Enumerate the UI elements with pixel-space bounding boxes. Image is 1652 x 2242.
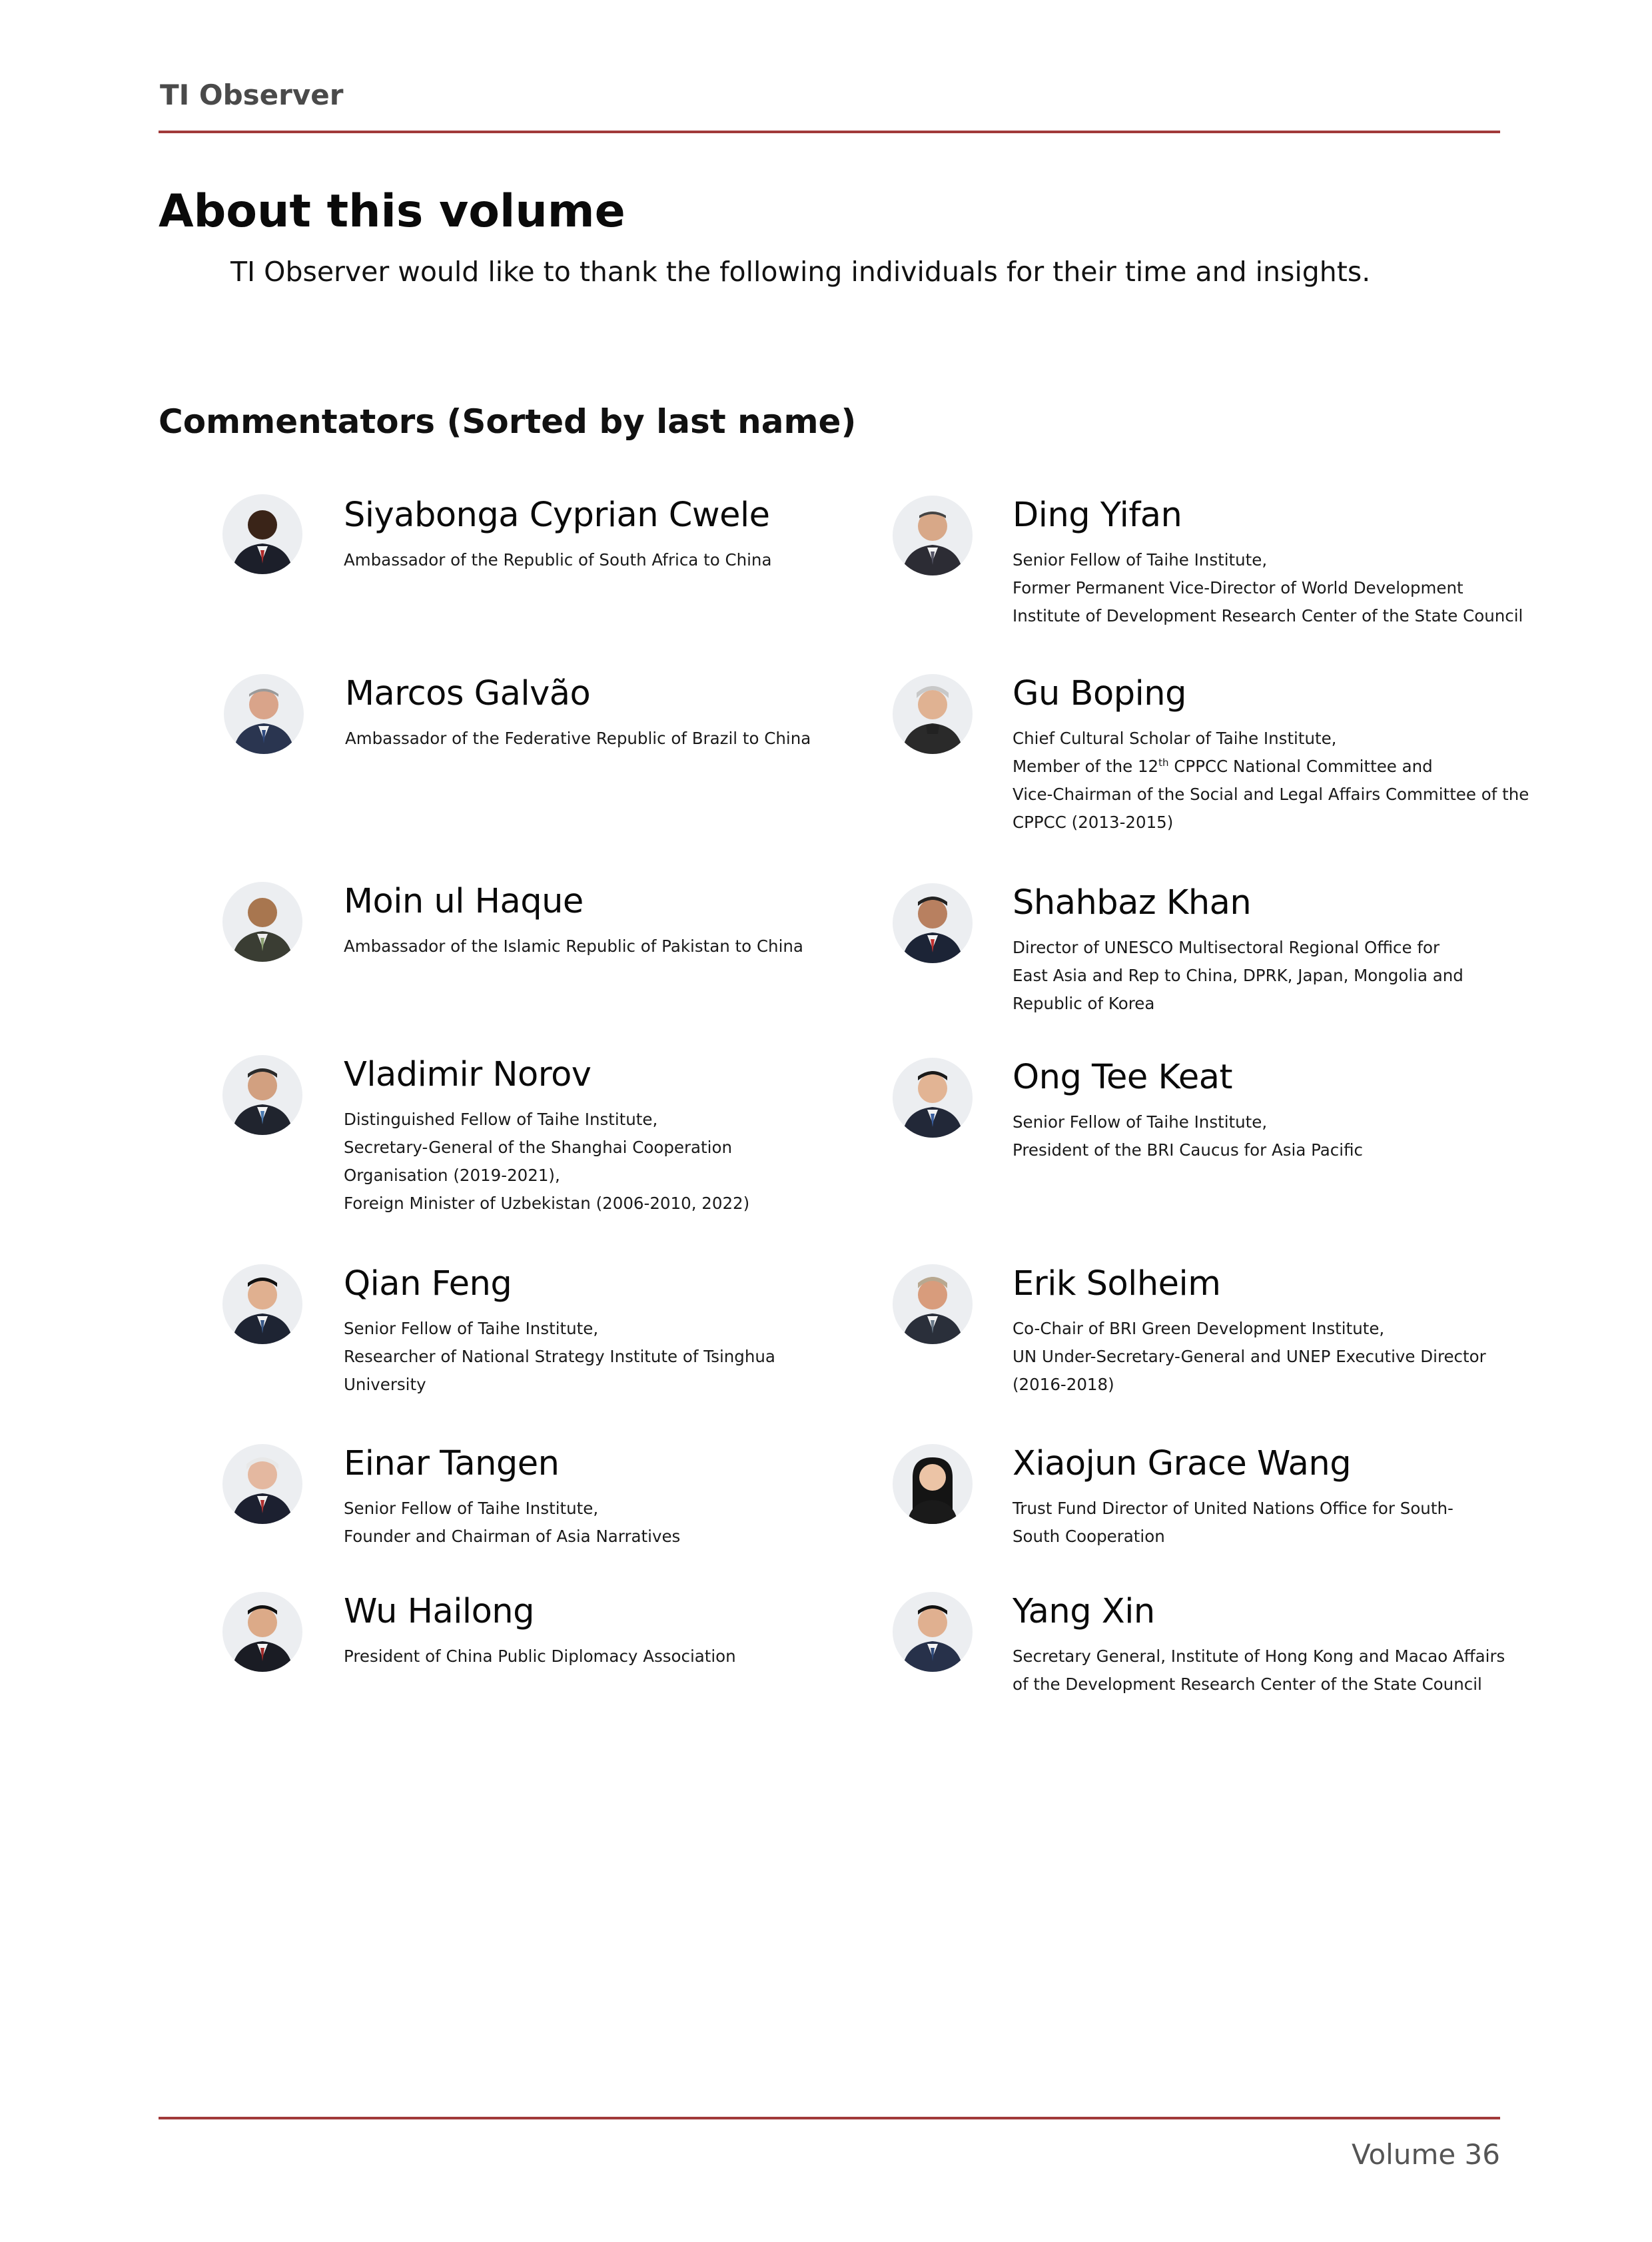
- role-line: Organisation (2019-2021),: [344, 1166, 560, 1185]
- role-line: Foreign Minister of Uzbekistan (2006-2010, 2022): [344, 1194, 750, 1213]
- commentator-role: [1013, 1643, 1505, 1698]
- commentator-name: Vladimir Norov: [344, 1055, 592, 1094]
- commentator-name: Ding Yifan: [1013, 496, 1182, 535]
- commentator-name: Wu Hailong: [344, 1592, 534, 1631]
- commentator-role: [344, 1643, 736, 1671]
- running-header: TI Observer: [160, 79, 344, 111]
- commentator-name: Qian Feng: [344, 1264, 512, 1304]
- role-line: UN Under-Secretary-General and UNEP Executive Director: [1013, 1347, 1486, 1366]
- role-line: Senior Fellow of Taihe Institute,: [344, 1319, 599, 1338]
- role-line: Former Permanent Vice-Director of World Development: [1013, 578, 1463, 597]
- role-line: Ambassador of the Republic of South Africa to China: [344, 550, 772, 569]
- commentator-role: [344, 933, 803, 960]
- role-line: Founder and Chairman of Asia Narratives: [344, 1527, 681, 1546]
- role-line: Senior Fellow of Taihe Institute,: [344, 1499, 599, 1518]
- role-line: South Cooperation: [1013, 1527, 1165, 1546]
- commentator-role: [1013, 1495, 1453, 1551]
- commentator-role: [344, 546, 771, 574]
- page-number: Volume 36: [1351, 2138, 1500, 2171]
- portrait-photo: [222, 1592, 302, 1672]
- commentator-role: [1013, 1108, 1363, 1164]
- portrait-photo: [222, 1444, 302, 1524]
- commentator-role: [1013, 725, 1529, 837]
- role-line: Secretary General, Institute of Hong Kong and Macao Affairs: [1013, 1647, 1505, 1666]
- role-line: Director of UNESCO Multisectoral Regional Office for: [1013, 938, 1440, 957]
- portrait-photo: [893, 1444, 973, 1524]
- page-title: About this volume: [159, 185, 625, 238]
- role-line: Ambassador of the Federative Republic of Brazil to China: [345, 729, 811, 748]
- intro-text: TI Observer would like to thank the following individuals for their time and insights.: [230, 256, 1371, 288]
- commentator-role: [1013, 546, 1523, 630]
- role-line: Trust Fund Director of United Nations Office for South-: [1013, 1499, 1453, 1518]
- commentator-name: Yang Xin: [1013, 1592, 1155, 1631]
- commentator-name: Marcos Galvão: [345, 674, 591, 713]
- role-line: Chief Cultural Scholar of Taihe Institute,: [1013, 729, 1337, 748]
- role-line: Vice-Chairman of the Social and Legal Affairs Committee of the: [1013, 785, 1529, 804]
- commentator-role: [344, 1495, 680, 1551]
- portrait-photo: [222, 1055, 302, 1135]
- portrait-photo: [893, 1264, 973, 1344]
- role-line: Senior Fellow of Taihe Institute,: [1013, 550, 1268, 569]
- commentator-name: Ong Tee Keat: [1013, 1058, 1233, 1097]
- commentator-name: Moin ul Haque: [344, 882, 584, 921]
- commentator-name: Xiaojun Grace Wang: [1013, 1444, 1352, 1483]
- role-line: Distinguished Fellow of Taihe Institute,: [344, 1110, 658, 1129]
- commentator-role: [344, 1106, 749, 1218]
- role-line: Secretary-General of the Shanghai Cooperation: [344, 1138, 732, 1157]
- role-line: Senior Fellow of Taihe Institute,: [1013, 1112, 1268, 1132]
- header-rule: [159, 131, 1500, 133]
- commentator-role: [1013, 934, 1463, 1018]
- role-line: Institute of Development Research Center of the State Council: [1013, 606, 1523, 625]
- portrait-photo: [893, 1058, 973, 1138]
- role-line: President of China Public Diplomacy Association: [344, 1647, 736, 1666]
- role-line: (2016-2018): [1013, 1375, 1114, 1394]
- portrait-photo: [893, 496, 973, 575]
- role-line: President of the BRI Caucus for Asia Pacific: [1013, 1140, 1363, 1160]
- portrait-photo: [222, 494, 302, 574]
- role-line: Ambassador of the Islamic Republic of Pakistan to China: [344, 936, 803, 956]
- commentator-name: Gu Boping: [1013, 674, 1186, 713]
- role-line: CPPCC (2013-2015): [1013, 813, 1174, 832]
- commentator-name: Einar Tangen: [344, 1444, 560, 1483]
- commentator-name: Shahbaz Khan: [1013, 883, 1252, 923]
- role-text: CPPCC National Committee and: [1168, 757, 1433, 776]
- footer-rule: [159, 2117, 1500, 2119]
- commentator-name: Erik Solheim: [1013, 1264, 1221, 1304]
- portrait-photo: [893, 674, 973, 754]
- portrait-photo: [224, 674, 304, 754]
- role-line: Researcher of National Strategy Institute of Tsinghua: [344, 1347, 775, 1366]
- commentator-name: Siyabonga Cyprian Cwele: [344, 496, 770, 535]
- role-line: of the Development Research Center of the State Council: [1013, 1675, 1482, 1694]
- commentator-role: [1013, 1315, 1486, 1399]
- portrait-photo: [893, 1592, 973, 1672]
- role-line: [1013, 753, 1529, 781]
- role-line: University: [344, 1375, 426, 1394]
- role-line: Co-Chair of BRI Green Development Institute,: [1013, 1319, 1385, 1338]
- commentator-role: [344, 1315, 775, 1399]
- portrait-photo: [893, 883, 973, 963]
- section-heading-bold: Commentators: [159, 402, 436, 441]
- section-heading: [159, 402, 856, 441]
- portrait-photo: [222, 1264, 302, 1344]
- commentator-role: [345, 725, 811, 753]
- ordinal-suffix: th: [1158, 756, 1169, 769]
- section-heading-note: (Sorted by last name): [435, 402, 857, 441]
- role-line: Republic of Korea: [1013, 994, 1155, 1013]
- role-text: Member of the 12: [1013, 757, 1159, 776]
- portrait-photo: [222, 882, 302, 962]
- role-line: East Asia and Rep to China, DPRK, Japan, Mongolia and: [1013, 966, 1463, 985]
